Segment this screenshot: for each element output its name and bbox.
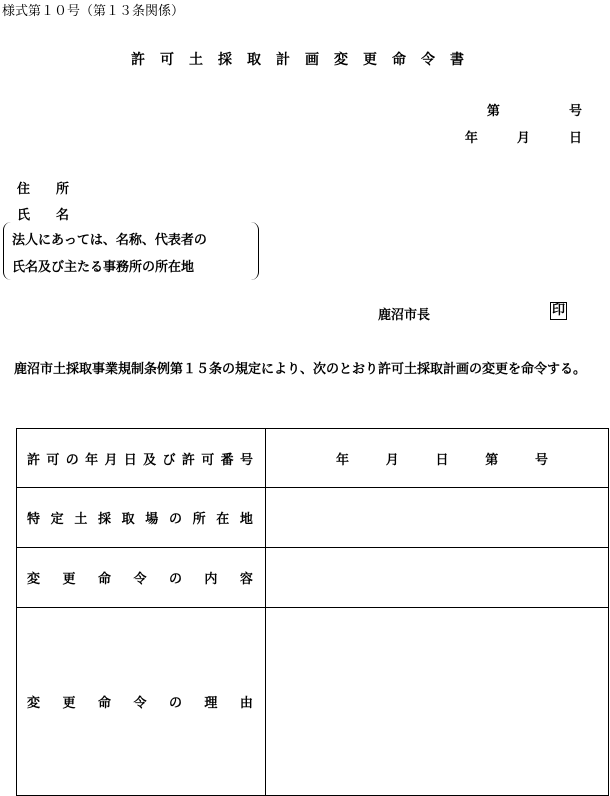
table-label-char: 許: [27, 452, 41, 468]
document-number-line: [487, 100, 582, 119]
number-go-label: 号: [568, 104, 582, 119]
table-label-char: 命: [97, 696, 111, 711]
date-year-label: 年: [464, 131, 478, 146]
site-location-label: [17, 488, 266, 548]
table-label-char: 更: [62, 572, 76, 587]
table-value-char: 月: [385, 452, 399, 468]
table-label-char: 在: [216, 512, 230, 527]
table-label-char: 及: [143, 452, 157, 468]
table-label-char: 年: [85, 452, 99, 468]
table-label-char: 令: [133, 572, 147, 587]
table-label-char: 号: [239, 452, 253, 468]
site-location-value: [266, 488, 609, 548]
table-label-char: 内: [204, 572, 218, 587]
table-value-char: 号: [534, 452, 548, 468]
table-label-char: 理: [204, 696, 218, 711]
table-label-char: 更: [62, 696, 76, 711]
table-label-char: 許: [181, 452, 195, 468]
table-label-char: 番: [220, 452, 234, 468]
table-label-char: 特: [27, 512, 41, 527]
table-label-char: 月: [104, 452, 118, 468]
table-label-char: 変: [27, 572, 41, 587]
table-label-char: 土: [74, 512, 88, 527]
table-label-char: 命: [97, 572, 111, 587]
number-dai-label: 第: [486, 104, 500, 119]
table-label-char: 日: [123, 452, 137, 468]
issuer-name: 鹿沼市長: [378, 308, 431, 323]
table-label-char: 所: [192, 512, 206, 527]
permit-date-number-label: [17, 429, 266, 488]
table-label-char: 令: [133, 696, 147, 711]
table-row: [17, 488, 609, 548]
table-value-char: 第: [485, 452, 499, 468]
form-number: 様式第１０号（第１３条関係）: [2, 4, 185, 19]
corporation-note-line2: 氏名及び主たる事務所の所在地: [12, 260, 195, 275]
table-label-char: 地: [239, 512, 253, 527]
table-row: [17, 429, 609, 488]
date-month-label: 月: [516, 131, 530, 146]
change-order-reason-label: [17, 608, 266, 796]
table-label-char: 可: [46, 452, 60, 468]
table-label-char: 容: [239, 572, 253, 587]
details-table: [16, 428, 609, 796]
seal-mark: [550, 302, 567, 320]
table-value-char: 年: [336, 452, 350, 468]
table-row: [17, 548, 609, 608]
table-label-char: 定: [50, 512, 64, 527]
table-label-char: 取: [121, 512, 135, 527]
table-row: [17, 608, 609, 796]
body-text: 鹿沼市土採取事業規制条例第１５条の規定により、次のとおり許可土採取計画の変更を命令する。: [14, 362, 587, 377]
date-line: [465, 127, 582, 146]
change-order-content-label: [17, 548, 266, 608]
table-label-char: 場: [145, 512, 159, 527]
table-label-char: 由: [239, 696, 253, 711]
table-label-char: の: [168, 572, 182, 587]
table-value-char: 日: [435, 452, 449, 468]
table-label-char: の: [168, 512, 182, 527]
date-day-label: 日: [568, 131, 582, 146]
name-label: 氏 名: [17, 208, 70, 223]
change-order-content-value: [266, 548, 609, 608]
permit-date-number-value: [266, 429, 609, 488]
corporation-note-line1: 法人にあっては、名称、代表者の: [12, 233, 207, 248]
table-label-char: の: [168, 696, 182, 711]
table-label-char: 変: [27, 696, 41, 711]
table-label-char: び: [162, 452, 176, 468]
change-order-reason-value: [266, 608, 609, 796]
table-label-char: 可: [201, 452, 215, 468]
document-title: 許可土採取計画変更命令書: [131, 52, 479, 68]
address-label: 住 所: [17, 182, 70, 197]
seal-char: 印: [552, 303, 566, 318]
table-label-char: の: [65, 452, 79, 468]
table-label-char: 採: [97, 512, 111, 527]
